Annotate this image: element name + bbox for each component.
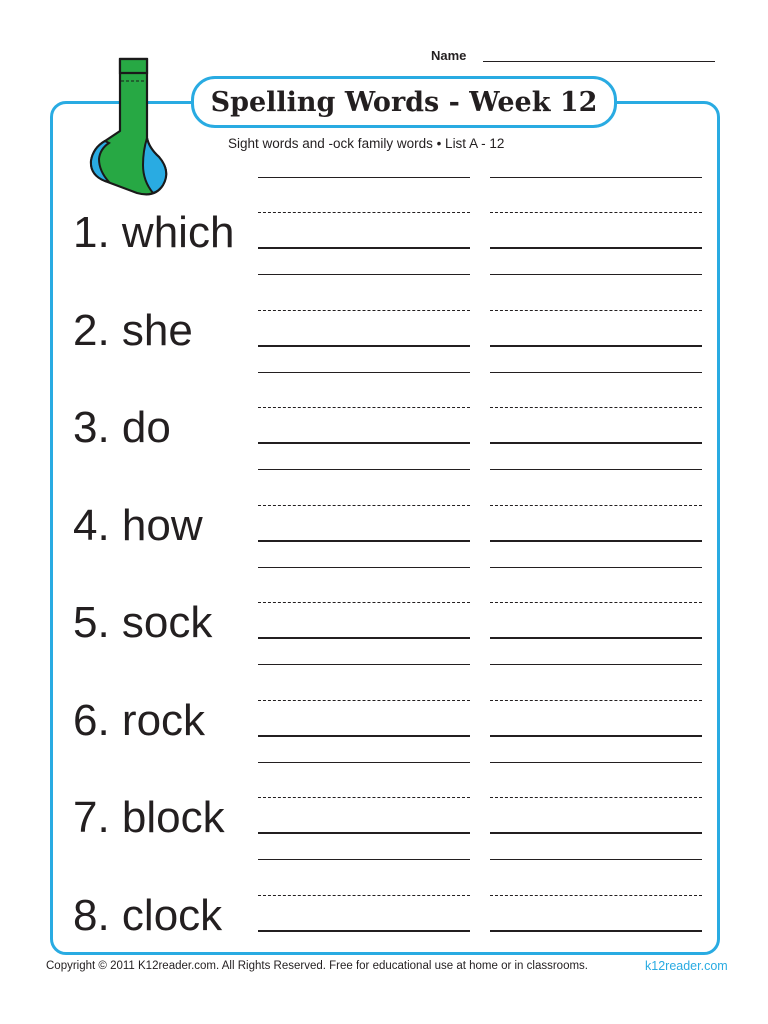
spelling-word: 3. do bbox=[73, 403, 171, 452]
copyright-text: Copyright © 2011 K12reader.com. All Rights Reserved. Free for educational use at home or in classrooms. bbox=[46, 960, 588, 972]
writing-bottom-line bbox=[490, 274, 702, 275]
writing-line[interactable] bbox=[258, 442, 470, 444]
title-banner bbox=[191, 76, 617, 128]
writing-line[interactable] bbox=[490, 735, 702, 737]
writing-line[interactable] bbox=[490, 540, 702, 542]
site-link[interactable]: k12reader.com bbox=[645, 959, 728, 973]
writing-bottom-line bbox=[258, 859, 470, 860]
subtitle: Sight words and -ock family words • List A - 12 bbox=[228, 136, 505, 151]
spelling-word: 8. clock bbox=[73, 890, 223, 940]
writing-line[interactable] bbox=[490, 637, 702, 639]
writing-dashed-line bbox=[258, 602, 470, 603]
name-line[interactable] bbox=[483, 61, 715, 62]
spelling-word: 1. which bbox=[73, 208, 235, 257]
writing-bottom-line bbox=[490, 859, 702, 860]
writing-dashed-line bbox=[490, 797, 702, 798]
writing-bottom-line bbox=[490, 664, 702, 665]
writing-bottom-line bbox=[258, 762, 470, 763]
writing-dashed-line bbox=[258, 407, 470, 408]
writing-line[interactable] bbox=[490, 247, 702, 249]
writing-top-line bbox=[258, 177, 470, 178]
writing-dashed-line bbox=[258, 700, 470, 701]
writing-line[interactable] bbox=[258, 540, 470, 542]
writing-bottom-line bbox=[258, 664, 470, 665]
writing-top-line bbox=[490, 177, 702, 178]
writing-dashed-line bbox=[490, 895, 702, 896]
writing-line[interactable] bbox=[490, 832, 702, 834]
spelling-word: 7. block bbox=[73, 793, 225, 842]
writing-dashed-line bbox=[258, 895, 470, 896]
spelling-word: 2. she bbox=[73, 305, 193, 355]
sock-icon bbox=[85, 53, 185, 203]
writing-bottom-line bbox=[490, 762, 702, 763]
writing-line[interactable] bbox=[258, 637, 470, 639]
writing-dashed-line bbox=[258, 797, 470, 798]
writing-line[interactable] bbox=[258, 247, 470, 249]
writing-line[interactable] bbox=[258, 930, 470, 932]
writing-bottom-line bbox=[490, 567, 702, 568]
writing-bottom-line bbox=[258, 567, 470, 568]
writing-bottom-line bbox=[258, 274, 470, 275]
writing-dashed-line bbox=[490, 310, 702, 311]
spelling-word: 5. sock bbox=[73, 598, 213, 647]
writing-line[interactable] bbox=[490, 930, 702, 932]
writing-dashed-line bbox=[258, 310, 470, 311]
writing-line[interactable] bbox=[258, 735, 470, 737]
spelling-word: 4. how bbox=[73, 500, 203, 550]
writing-dashed-line bbox=[490, 212, 702, 213]
writing-dashed-line bbox=[490, 407, 702, 408]
writing-dashed-line bbox=[490, 700, 702, 701]
name-label: Name bbox=[431, 48, 467, 63]
page-title: Spelling Words - Week 12 bbox=[210, 86, 598, 118]
writing-bottom-line bbox=[258, 372, 470, 373]
writing-line[interactable] bbox=[258, 345, 470, 347]
writing-line[interactable] bbox=[258, 832, 470, 834]
spelling-word: 6. rock bbox=[73, 695, 206, 745]
writing-dashed-line bbox=[258, 505, 470, 506]
writing-bottom-line bbox=[490, 469, 702, 470]
writing-bottom-line bbox=[490, 372, 702, 373]
writing-line[interactable] bbox=[490, 442, 702, 444]
writing-bottom-line bbox=[258, 469, 470, 470]
writing-dashed-line bbox=[490, 602, 702, 603]
writing-line[interactable] bbox=[490, 345, 702, 347]
writing-dashed-line bbox=[258, 212, 470, 213]
writing-dashed-line bbox=[490, 505, 702, 506]
